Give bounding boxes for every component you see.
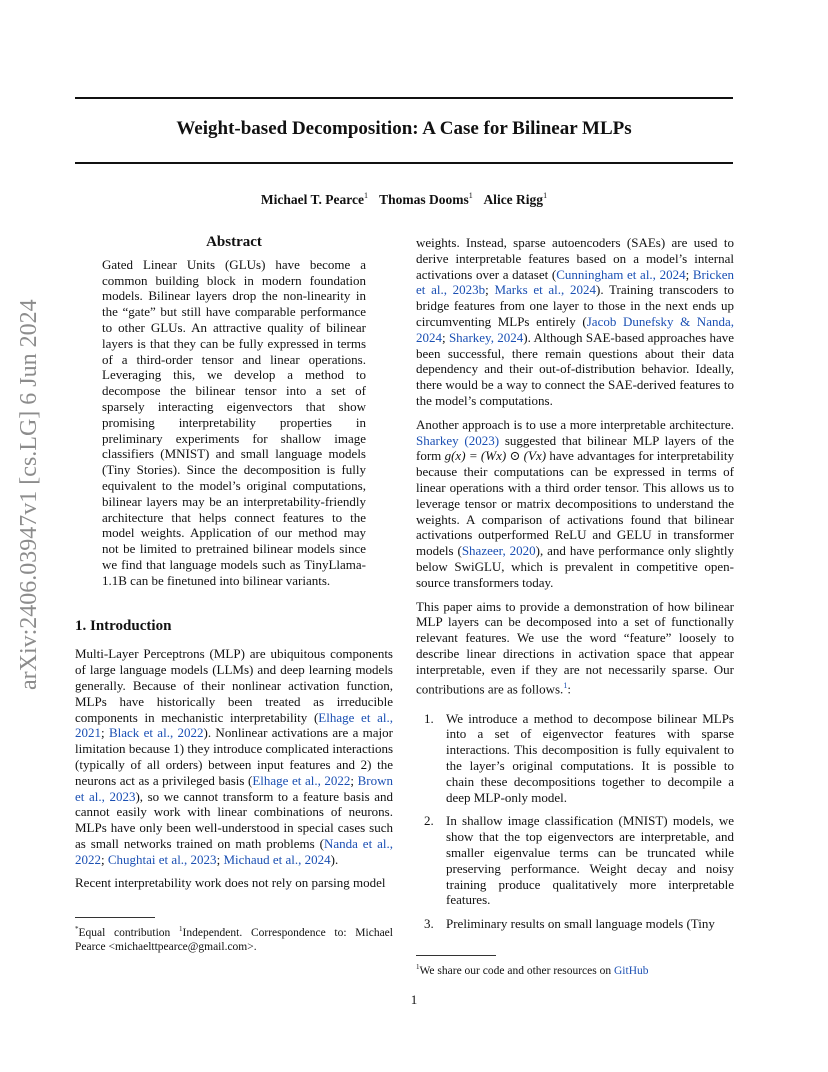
text-run: suggested that bilinear MLP layers of the form <box>416 432 734 464</box>
math-expression: g(x) = (Wx) ⊙ (Vx) <box>444 448 547 464</box>
footnote-text: Independent. Correspondence to: Michael Pearce <michaelttpearce@gmail.com>. <box>75 926 393 953</box>
text-run: have advantages for interpretability because their computations can be expressed in terms of linear operations with a third order tensor. This allows us to leverage tensor or matrix decompositions to understand the weights. A comparison of activations found that bilinear activations outperformed ReLU and GELU in transformer models ( <box>416 448 734 559</box>
citation-link[interactable]: Black et al., 2022 <box>108 725 204 741</box>
list-item-text: In shallow image classification (MNIST) models, we show that the top eigenvectors are interpretable, and smaller eigenvalue terms can be truncated while preserving performance. Weight decay and noisy training produce qualitatively more interpretable features. <box>446 813 734 908</box>
title-rule-top <box>75 97 733 99</box>
text-run: ). Training transcoders to bridge features from one layer to those in the next ends up circumventing MLPs entirely ( <box>416 282 734 329</box>
citation-link[interactable]: Chughtai et al., 2023 <box>107 851 217 867</box>
abstract-text: Gated Linear Units (GLUs) have become a common building block in modern foundation models. Bilinear layers drop the non-linearity in the “gate” but still have comparable performance to other GLUs. An attractive quality of bilinear layers is that they can be fully expressed in terms of a third-order tensor and linear operations. Leveraging this, we develop a method to decompose the bilinear tensor into a set of sparsely interacting eigenvectors that show promising interpretability properties in preliminary experiments for shallow image classifiers (MNIST) and small language models (Tiny Stories). Since the decomposition is fully equivalent to the model’s original computations, bilinear layers may be an interpretability-friendly architecture that helps connect features to the model weights. Application of our method may not be limited to pretrained bilinear models since we find that language models such as TinyLlama-1.1B can be finetuned into bilinear variants. <box>102 256 366 588</box>
contributions-list <box>416 711 734 932</box>
footnote-link[interactable]: 1 <box>563 680 568 690</box>
text-run: ; <box>485 282 495 298</box>
list-number: 2. <box>424 813 434 829</box>
intro-paragraph-2: Recent interpretability work does not rely on parsing model <box>75 875 386 891</box>
citation-link[interactable]: Elhage et al., 2021 <box>75 709 393 741</box>
author-affil-mark: 1 <box>364 191 369 200</box>
author-name: Thomas Dooms <box>379 192 469 207</box>
list-item-text: We introduce a method to decompose bilinear MLPs into a set of eigenvector features with sparse interactions. This decomposition is fully equivalent to the layer’s original computations. It is possible to chain these decompositions together to decompile a deep MLP-only model. <box>446 710 734 805</box>
footnote-text: We share our code and other resources on <box>419 964 614 977</box>
right-footnote <box>416 945 734 978</box>
author-affil-mark: 1 <box>543 191 548 200</box>
text-run: ; <box>442 329 449 345</box>
citation-link[interactable]: Michaud et al., 2024 <box>223 851 331 867</box>
body-paragraph <box>416 235 734 409</box>
section-heading: 1. Introduction <box>75 617 172 634</box>
right-column <box>416 235 734 940</box>
list-item-text: Preliminary results on small language models (Tiny <box>446 916 715 932</box>
body-paragraph <box>416 599 734 697</box>
list-number: 1. <box>424 710 434 726</box>
footnote-rule <box>416 955 496 956</box>
author-list <box>75 191 733 208</box>
footnote-rule <box>75 917 155 918</box>
text-run: ; <box>350 772 358 788</box>
citation-link[interactable]: Sharkey, 2024 <box>448 329 524 345</box>
author-affil-mark: 1 <box>468 191 473 200</box>
footnote-mark: 1 <box>416 963 420 971</box>
left-footnote <box>75 907 393 954</box>
citation-link[interactable]: Brown et al., 2023 <box>75 772 393 804</box>
footnote-mark: * <box>75 925 79 933</box>
text-run: ). Although SAE-based approaches have been successful, there remain questions about their data dependency and their out-of-distribution behavior. Ideally, there would be a way to connect the SAE-derived features to the model’s computations. <box>416 329 734 408</box>
intro-paragraph <box>75 646 393 867</box>
punctuation: : <box>567 680 571 696</box>
list-item <box>424 916 734 932</box>
footnote-mark: 1 <box>179 925 183 933</box>
text-run: ; <box>216 851 224 867</box>
citation-link[interactable]: Shazeer, 2020 <box>461 543 536 559</box>
list-item <box>424 813 734 908</box>
left-column <box>75 235 393 899</box>
contributions-intro-text: This paper aims to provide a demonstration of how bilinear MLP layers can be decomposed into a set of functionally relevant features. We use the word “feature” loosely to describe linear directions in activation space that appear interpretable, even if they are not necessarily sparse. Our contributions are as follows. <box>416 598 734 696</box>
text-run: ), and have performance only slightly below SwiGLU, which is prevalent in competitive open-source transformers today. <box>416 543 735 590</box>
text-run: ; <box>101 851 108 867</box>
text-run: weights. Instead, sparse autoencoders (SAEs) are used to derive interpretable features based on a model’s internal activations over a dataset ( <box>416 235 734 282</box>
citation-link[interactable]: Jacob Dunefsky & Nanda, 2024 <box>416 313 734 345</box>
paper-title: Weight-based Decomposition: A Case for Bilinear MLPs <box>176 118 632 139</box>
text-run: ; <box>101 725 109 741</box>
abstract-heading: Abstract <box>206 234 262 250</box>
author-name: Alice Rigg <box>483 192 544 207</box>
citation-link[interactable]: Sharkey (2023) <box>416 432 500 448</box>
text-run: ), so we cannot transform to a feature basis and cannot easily work with linear combinations of neurons. MLPs have only been well-understood in special cases such as small networks trained on math problems ( <box>75 788 393 851</box>
list-item <box>424 711 734 806</box>
citation-link[interactable]: Bricken et al., 2023b <box>416 266 734 298</box>
text-run: ). Nonlinear activations are a major limitation because 1) they introduce complicated interactions (typically of all orders) between input features and 2) the neurons act as a privileged basis ( <box>75 725 394 788</box>
text-run: Multi-Layer Perceptrons (MLP) are ubiquitous components of large language models (LLMs) and deep learning models generally. Because of their nonlinear activation function, MLPs have historically been treated as irreducible components in mechanistic interpretability ( <box>75 646 393 725</box>
body-paragraph <box>416 417 734 591</box>
footnote-text: Equal contribution <box>78 926 180 939</box>
text-run: ; <box>685 266 693 282</box>
citation-link[interactable]: Elhage et al., 2022 <box>252 772 351 788</box>
text-run: ). <box>330 851 339 867</box>
list-number: 3. <box>424 916 434 932</box>
arxiv-side-stamp: arXiv:2406.03947v1 [cs.LG] 6 Jun 2024 <box>16 299 42 690</box>
citation-link[interactable]: Marks et al., 2024 <box>494 282 596 298</box>
title-rule-bottom <box>75 162 733 164</box>
citation-link[interactable]: Cunningham et al., 2024 <box>556 266 686 282</box>
citation-link[interactable]: Nanda et al., 2022 <box>75 835 393 867</box>
author-name: Michael T. Pearce <box>260 192 365 207</box>
page-number: 1 <box>410 992 418 1007</box>
github-link[interactable]: GitHub <box>614 964 649 977</box>
text-run: Another approach is to use a more interpretable architecture. <box>416 416 734 432</box>
